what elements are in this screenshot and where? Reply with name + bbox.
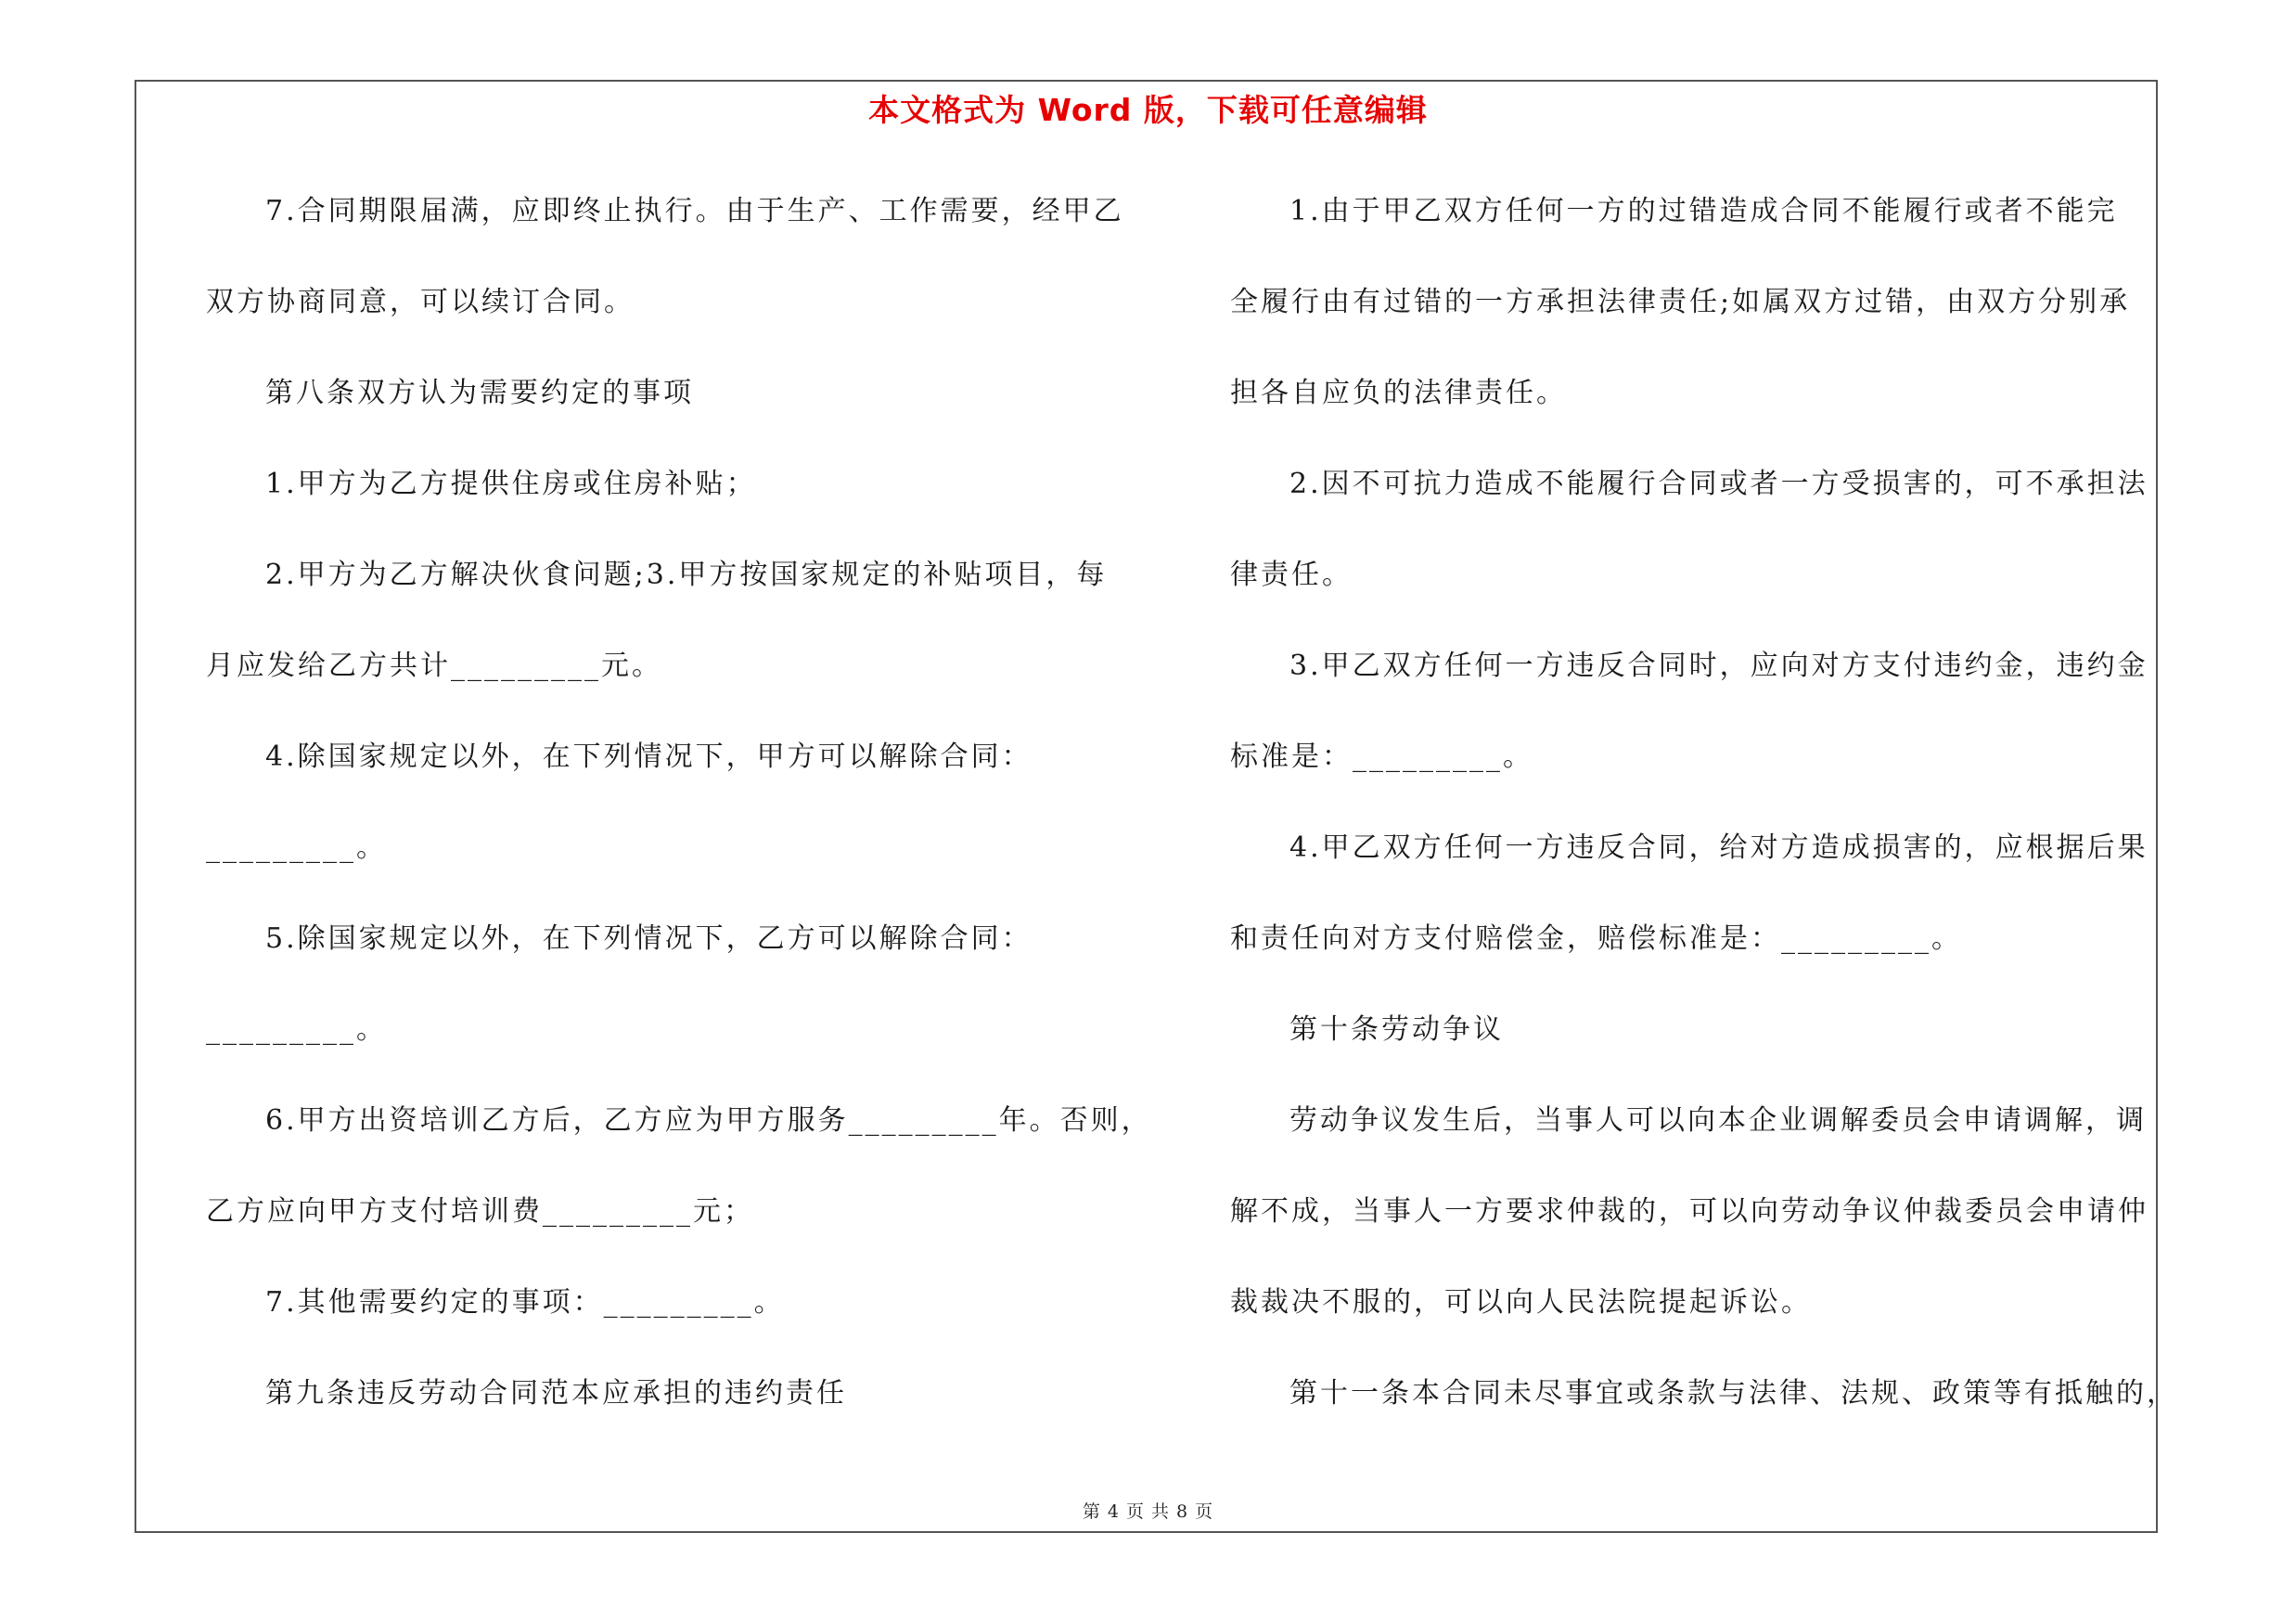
paragraph-line: 6.甲方出资培训乙方后，乙方应为甲方服务_________年。否则， (265, 1104, 1152, 1137)
paragraph-line: 1.甲方为乙方提供住房或住房补贴； (265, 468, 757, 500)
paragraph-line: 第十一条本合同未尽事宜或条款与法律、法规、政策等有抵触的， (1289, 1377, 2177, 1410)
paragraph-line: 裁裁决不服的，可以向人民法院提起诉讼。 (1230, 1286, 1812, 1319)
paragraph-line: 全履行由有过错的一方承担法律责任;如属双方过错，由双方分别承 (1230, 286, 2131, 318)
paragraph-line: 2.因不可抗力造成不能履行合同或者一方受损害的，可不承担法 (1289, 468, 2148, 500)
paragraph-line: 双方协商同意，可以续订合同。 (206, 286, 635, 318)
paragraph-line: 4.甲乙双方任何一方违反合同，给对方造成损害的，应根据后果 (1289, 831, 2148, 864)
paragraph-line: 4.除国家规定以外，在下列情况下，甲方可以解除合同： (265, 741, 1033, 773)
paragraph-line: 第十条劳动争议 (1289, 1013, 1504, 1046)
format-banner: 本文格式为 Word 版，下载可任意编辑 (868, 92, 1428, 128)
paragraph-line: 3.甲乙双方任何一方违反合同时，应向对方支付违约金，违约金 (1289, 650, 2148, 682)
right-column (1230, 184, 2177, 1457)
paragraph-line: 7.其他需要约定的事项：_________。 (265, 1286, 785, 1319)
paragraph-line: _________。 (206, 1013, 387, 1046)
paragraph-line: 第九条违反劳动合同范本应承担的违约责任 (265, 1377, 847, 1410)
paragraph-line: 5.除国家规定以外，在下列情况下，乙方可以解除合同： (265, 922, 1033, 955)
paragraph-line: 月应发给乙方共计_________元。 (206, 650, 662, 682)
paragraph-line: _________。 (206, 831, 387, 864)
paragraph-line: 乙方应向甲方支付培训费_________元； (206, 1195, 754, 1228)
paragraph-line: 和责任向对方支付赔偿金，赔偿标准是：_________。 (1230, 922, 1962, 955)
paragraph-line: 第八条双方认为需要约定的事项 (265, 377, 694, 409)
paragraph-line: 律责任。 (1230, 559, 1353, 591)
paragraph-line: 担各自应负的法律责任。 (1230, 377, 1567, 409)
paragraph-line: 2.甲方为乙方解决伙食问题;3.甲方按国家规定的补贴项目，每 (265, 559, 1108, 591)
paragraph-line: 标准是：_________。 (1230, 741, 1533, 773)
page-footer: 第 4 页 共 8 页 (1082, 1501, 1214, 1522)
paragraph-line: 7.合同期限届满，应即终止执行。由于生产、工作需要，经甲乙 (265, 195, 1124, 227)
left-column (206, 184, 1152, 1457)
paragraph-line: 1.由于甲乙双方任何一方的过错造成合同不能履行或者不能完 (1289, 195, 2118, 227)
paragraph-line: 劳动争议发生后，当事人可以向本企业调解委员会申请调解，调 (1289, 1104, 2147, 1137)
paragraph-line: 解不成，当事人一方要求仲裁的，可以向劳动争议仲裁委员会申请仲 (1230, 1195, 2148, 1228)
